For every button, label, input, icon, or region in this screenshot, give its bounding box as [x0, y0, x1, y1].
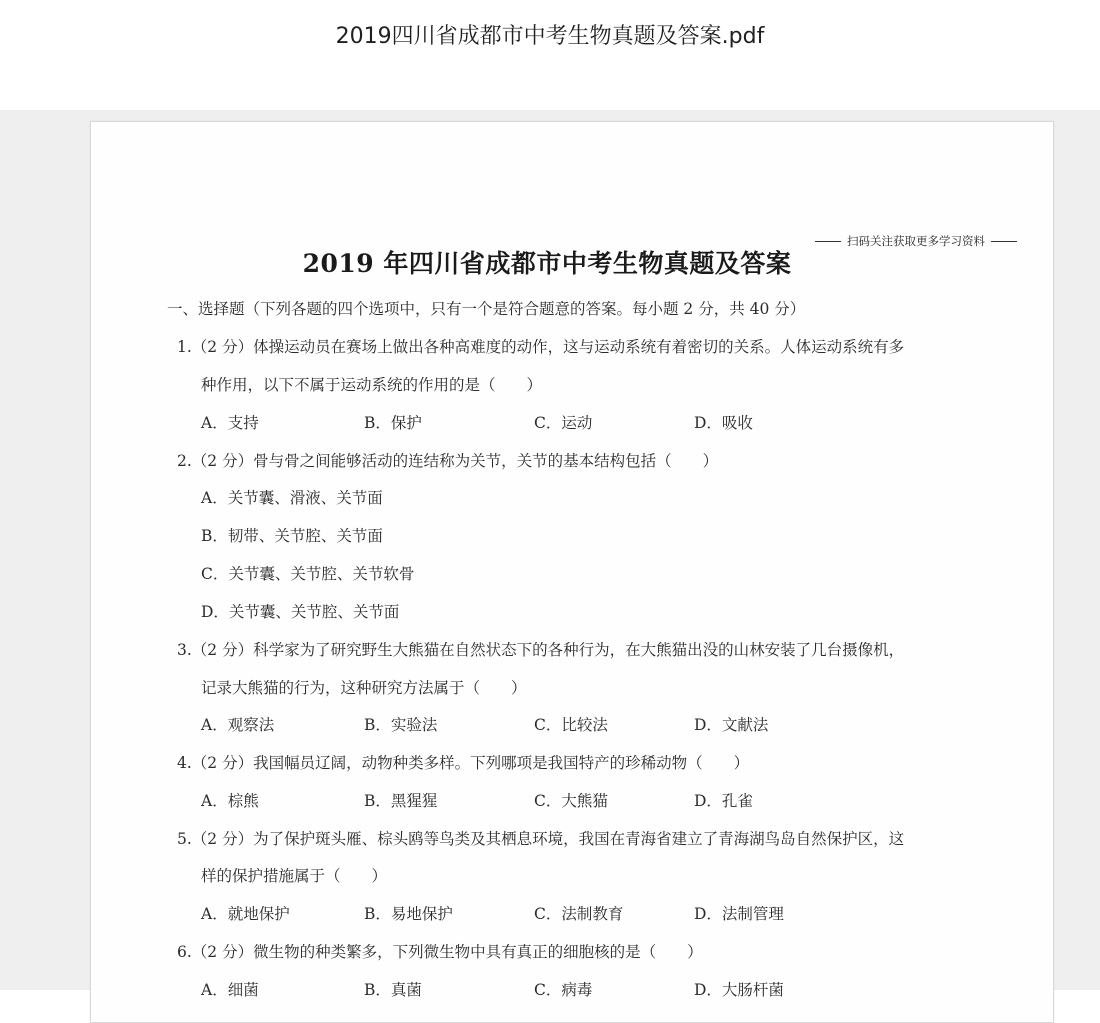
question-4-option-d: D．孔雀: [694, 792, 753, 810]
question-3-line-1: 3.（2 分）科学家为了研究野生大熊猫在自然状态下的各种行为，在大熊猫出没的山林安装了几台摄像机，: [177, 641, 905, 659]
question-2-option-d: D．关节囊、关节腔、关节面: [201, 603, 400, 621]
question-6-line-1: 6.（2 分）微生物的种类繁多，下列微生物中具有真正的细胞核的是（ ）: [177, 943, 703, 961]
question-6-option-b: B．真菌: [364, 981, 422, 999]
question-1-option-b: B．保护: [364, 414, 422, 432]
question-4-option-b: B．黑猩猩: [364, 792, 438, 810]
question-4-line-1: 4.（2 分）我国幅员辽阔，动物种类多样。下列哪项是我国特产的珍稀动物（ ）: [177, 754, 750, 772]
question-1-option-c: C．运动: [534, 414, 593, 432]
question-1-line-2: 种作用，以下不属于运动系统的作用的是（ ）: [201, 376, 543, 394]
question-5-option-d: D．法制管理: [694, 905, 784, 923]
question-5-line-1: 5.（2 分）为了保护斑头雁、棕头鸥等鸟类及其栖息环境，我国在青海省建立了青海湖鸟岛自然保护区，这: [177, 830, 905, 848]
question-6-option-a: A．细菌: [201, 981, 259, 999]
question-5-option-b: B．易地保护: [364, 905, 453, 923]
question-1-option-a: A．支持: [201, 414, 259, 432]
question-3-option-a: A．观察法: [201, 716, 275, 734]
question-6-option-c: C．病毒: [534, 981, 593, 999]
title-bar: [0, 0, 1100, 110]
question-3-option-b: B．实验法: [364, 716, 438, 734]
question-5-option-a: A．就地保护: [201, 905, 290, 923]
question-3-option-d: D．文献法: [694, 716, 769, 734]
question-4-option-a: A．棕熊: [201, 792, 259, 810]
question-1-line-1: 1.（2 分）体操运动员在赛场上做出各种高难度的动作，这与运动系统有着密切的关系。人体运动系统有多: [177, 338, 905, 356]
pdf-viewer[interactable]: [0, 110, 1100, 999]
question-1-option-d: D．吸收: [694, 414, 753, 432]
question-5-line-2: 样的保护措施属于（ ）: [201, 867, 388, 885]
question-2-line-1: 2.（2 分）骨与骨之间能够活动的连结称为关节，关节的基本结构包括（ ）: [177, 452, 719, 470]
pdf-page: [90, 121, 1054, 1023]
banner-text: 扫码关注获取更多学习资料: [847, 234, 985, 248]
question-5-option-c: C．法制教育: [534, 905, 624, 923]
paper-title: 2019 年四川省成都市中考生物真题及答案: [302, 249, 792, 278]
question-2-option-c: C．关节囊、关节腔、关节软骨: [201, 565, 415, 583]
banner-rule-right: [991, 241, 1017, 242]
section-heading: 一、选择题（下列各题的四个选项中，只有一个是符合题意的答案。每小题 2 分，共 40 分）: [167, 300, 806, 318]
document-title: 2019四川省成都市中考生物真题及答案.pdf: [335, 24, 765, 49]
question-4-option-c: C．大熊猫: [534, 792, 608, 810]
banner-rule-left: [815, 241, 841, 242]
question-6-option-d: D．大肠杆菌: [694, 981, 784, 999]
question-3-option-c: C．比较法: [534, 716, 608, 734]
question-2-option-b: B．韧带、关节腔、关节面: [201, 527, 383, 545]
question-3-line-2: 记录大熊猫的行为，这种研究方法属于（ ）: [201, 679, 527, 697]
question-2-option-a: A．关节囊、滑液、关节面: [201, 489, 383, 507]
